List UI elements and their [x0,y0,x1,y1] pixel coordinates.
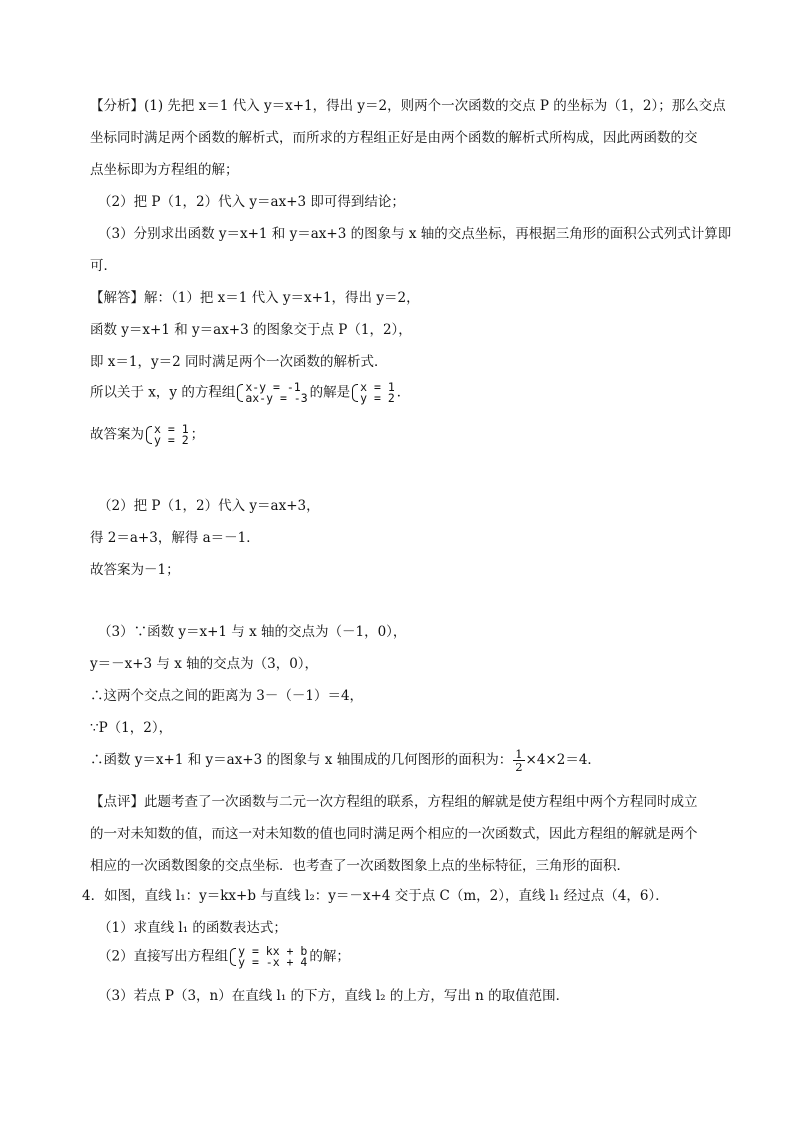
answer-line-1: 【解答】解：（1）把 x＝1 代入 y＝x+1，得出 y＝2， [90,290,420,306]
answer-line-5 [90,424,204,446]
analysis-line-4: （2）把 P（1，2）代入 y＝ax+3 即可得到结论； [98,194,405,210]
part3-line-5-prefix: ∴函数 y＝x+1 和 y＝ax+3 的图象与 x 轴围成的几何图形的面积为： [90,752,513,768]
question-4-eq-1: y = kx + b [238,944,308,958]
answer-line-5-end: ； [190,426,205,443]
analysis-line-2: 坐标同时满足两个函数的解析式，而所求的方程组正好是由两个函数的解析式所构成，因此两函数的交 [90,130,698,146]
analysis-line-6: 可． [90,258,117,274]
analysis-line-5: （3）分别求出函数 y＝x+1 和 y＝ax+3 的图象与 x 轴的交点坐标，再根据三角形的面积公式列式计算即 [98,226,732,242]
equation-system-1 [237,382,307,404]
comment-line-1: 【点评】此题考查了一次函数与二元一次方程组的联系，方程组的解就是使方程组中两个方程同时成立 [90,794,698,810]
answer-line-4-mid: 的解是 [309,384,351,401]
solution-1-eq-1: x = 1 [360,380,395,394]
answer-line-4-prefix: 所以关于 x，y 的方程组 [90,384,236,401]
question-4-part-2-prefix: （2）直接写出方程组 [98,948,229,965]
answer-line-3: 即 x＝1，y＝2 同时满足两个一次函数的解析式． [90,354,388,370]
part3-line-5 [90,748,601,773]
solution-2-eq-1: x = 1 [154,422,189,436]
part3-line-4: ∵P（1，2）， [90,720,173,736]
solution-2-eq-2: y = 2 [154,433,189,447]
answer-line-2: 函数 y＝x+1 和 y＝ax+3 的图象交于点 P（1，2）， [90,322,412,338]
question-4-part-3: （3）若点 P（3，n）在直线 l₁ 的下方，直线 l₂ 的上方，写出 n 的取值范围． [98,988,570,1004]
part3-line-1: （3）∵函数 y＝x+1 与 x 轴的交点为（－1，0）， [98,624,407,640]
fraction-one-half [513,748,524,773]
question-4-part-2 [98,946,350,968]
fraction-numerator: 1 [515,747,523,761]
question-4-part-1: （1）求直线 l₁ 的函数表达式； [98,920,287,936]
part2-line-3: 故答案为－1； [90,562,180,578]
system-1-eq-2: ax-y = -3 [245,391,308,405]
question-4-part-2-suffix: 的解； [309,948,350,965]
answer-line-4 [90,382,410,404]
comment-line-2: 的一对未知数的值，而这一对未知数的值也同时满足两个相应的一次函数式，因此方程组的解就是两个 [90,826,698,842]
fraction-denominator: 2 [515,760,523,774]
question-4-eq-2: y = -x + 4 [238,955,308,969]
part2-line-2: 得 2＝a+3，解得 a＝－1． [90,530,260,546]
analysis-line-3: 点坐标即为方程组的解； [90,162,239,178]
question-4-line-1: 4．如图，直线 l₁：y＝kx+b 与直线 l₂：y＝－x+4 交于点 C（m，2），直线 l₁ 经过点（4，6）． [82,888,669,904]
solution-system-2 [146,424,189,446]
part3-line-5-suffix: ×4×2＝4． [525,752,601,768]
answer-line-5-prefix: 故答案为 [90,426,144,443]
part3-line-3: ∴这两个交点之间的距离为 3－（－1）＝4， [90,688,364,704]
analysis-line-1: 【分析】(1) 先把 x＝1 代入 y＝x+1，得出 y＝2，则两个一次函数的交点 P 的坐标为（1，2）；那么交点 [90,98,726,114]
comment-line-3: 相应的一次函数图象的交点坐标．也考查了一次函数图象上点的坐标特征，三角形的面积． [90,858,630,874]
part3-line-2: y＝－x+3 与 x 轴的交点为（3，0）， [90,656,319,672]
question-4-equation-system [230,946,307,968]
solution-1-eq-2: y = 2 [360,391,395,405]
answer-line-4-end: ． [396,384,411,401]
system-1-eq-1: x-y = -1 [245,380,301,394]
part2-line-1: （2）把 P（1，2）代入 y＝ax+3， [98,498,320,514]
solution-system-1 [352,382,395,404]
